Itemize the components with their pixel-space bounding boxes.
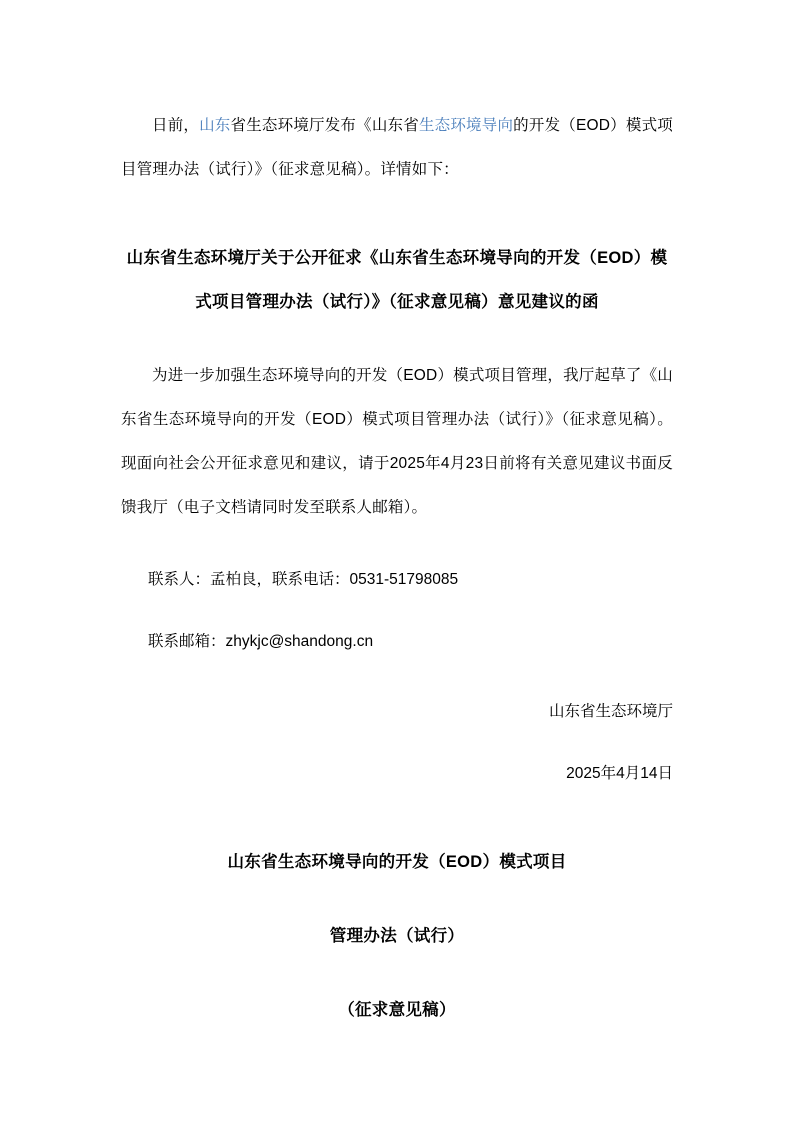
body-paragraph: 为进一步加强生态环境导向的开发（EOD）模式项目管理，我厅起草了《山东省生态环境导向的开发（EOD）模式项目管理办法（试行）》（征求意见稿）。现面向社会公开征求意见和建议，请于2025年4月23日前将有关意见建议书面反馈我厅（电子文档请同时发至联系人邮箱）。 [121, 367, 673, 516]
intro-segment-0: 日前， [152, 117, 200, 134]
spacer-after-title [121, 324, 673, 354]
contact-email-line: 联系邮箱：zhykjc@shandong.cn [148, 633, 374, 650]
intro-segment-4: 的开发（EOD）模式项目管理办法（试行）》（征求意见稿）。详情如下： [121, 117, 673, 178]
doc-title-line-1: 山东省生态环境导向的开发（EOD）模式项目 [227, 853, 567, 871]
spacer-doc-title-1-2 [121, 884, 673, 914]
spacer-between-contacts [121, 602, 673, 620]
doc-title-line-2: 管理办法（试行） [329, 927, 465, 945]
contact-person-line: 联系人：孟柏良，联系电话：0531-51798085 [148, 571, 459, 588]
spacer-doc-title-2-3 [121, 958, 673, 988]
document-content [121, 0, 673, 1032]
intro-segment-1-link[interactable]: 山东 [199, 117, 231, 134]
notice-title: 山东省生态环境厅关于公开征求《山东省生态环境导向的开发（EOD）模式项目管理办法（试行）》（征求意见稿）意见建议的函 [126, 249, 668, 311]
doc-title-line-3: （征求意见稿） [338, 1001, 456, 1019]
spacer-before-contact [121, 530, 673, 558]
intro-paragraph [121, 104, 673, 192]
spacer-between-signature-date [121, 734, 673, 752]
spacer-after-intro [121, 192, 673, 236]
spacer-before-signature [121, 664, 673, 690]
spacer-before-doc-title [121, 796, 673, 840]
intro-segment-3-link[interactable]: 生态环境导向 [418, 117, 514, 134]
signature-organization: 山东省生态环境厅 [548, 703, 673, 720]
signature-date: 2025年4月14日 [566, 765, 673, 782]
top-spacer [121, 0, 673, 104]
intro-segment-2: 省生态环境厅发布《山东省 [230, 117, 419, 134]
